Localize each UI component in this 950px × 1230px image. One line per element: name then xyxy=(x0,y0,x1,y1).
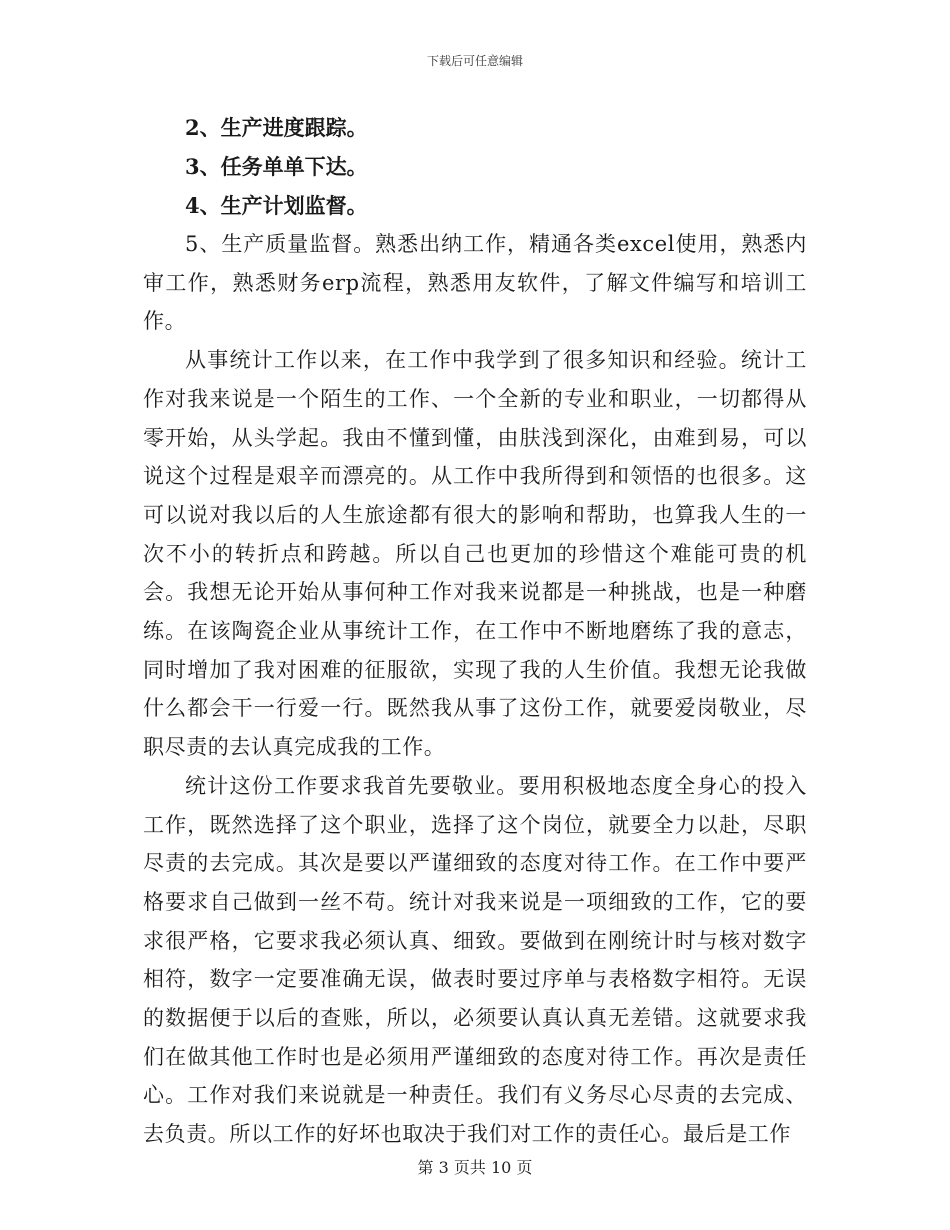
paragraph: 5、生产质量监督。熟悉出纳工作，精通各类excel使用，熟悉内审工作，熟悉财务erp流程，熟悉用友软件，了解文件编写和培训工作。 xyxy=(143,232,807,334)
document-body xyxy=(143,108,807,1154)
list-item: 3、任务单单下达。 xyxy=(185,154,368,179)
list-item: 2、生产进度跟踪。 xyxy=(185,115,368,140)
paragraph: 从事统计工作以来，在工作中我学到了很多知识和经验。统计工作对我来说是一个陌生的工作、一个全新的专业和职业，一切都得从零开始，从头学起。我由不懂到懂，由肤浅到深化，由难到易，可以说这个过程是艰辛而漂亮的。从工作中我所得到和领悟的也很多。这可以说对我以后的人生旅途都有很大的影响和帮助，也算我人生的一次不小的转折点和跨越。所以自己也更加的珍惜这个难能可贵的机会。我想无论开始从事何种工作对我来说都是一种挑战，也是一种磨练。在该陶瓷企业从事统计工作，在工作中不断地磨练了我的意志，同时增加了我对困难的征服欲，实现了我的人生价值。我想无论我做什么都会干一行爱一行。既然我从事了这份工作，就要爱岗敬业，尽职尽责的去认真完成我的工作。 xyxy=(143,348,807,760)
list-item: 4、生产计划监督。 xyxy=(185,193,368,218)
page-footer: 第 3 页共 10 页 xyxy=(417,1158,533,1177)
page-header: 下载后可任意编辑 xyxy=(426,54,523,68)
paragraph: 统计这份工作要求我首先要敬业。要用积极地态度全身心的投入工作，既然选择了这个职业，选择了这个岗位，就要全力以赴，尽职尽责的去完成。其次是要以严谨细致的态度对待工作。在工作中要严格要求自己做到一丝不苟。统计对我来说是一项细致的工作，它的要求很严格，它要求我必须认真、细致。要做到在刚统计时与核对数字相符，数字一定要准确无误，做表时要过序单与表格数字相符。无误的数据便于以后的查账，所以，必须要认真认真无差错。这就要求我们在做其他工作时也是必须用严谨细致的态度对待工作。再次是责任心。工作对我们来说就是一种责任。我们有义务尽心尽责的去完成、去负责。所以工作的好坏也取决于我们对工作的责任心。最后是工作 xyxy=(143,773,807,1147)
